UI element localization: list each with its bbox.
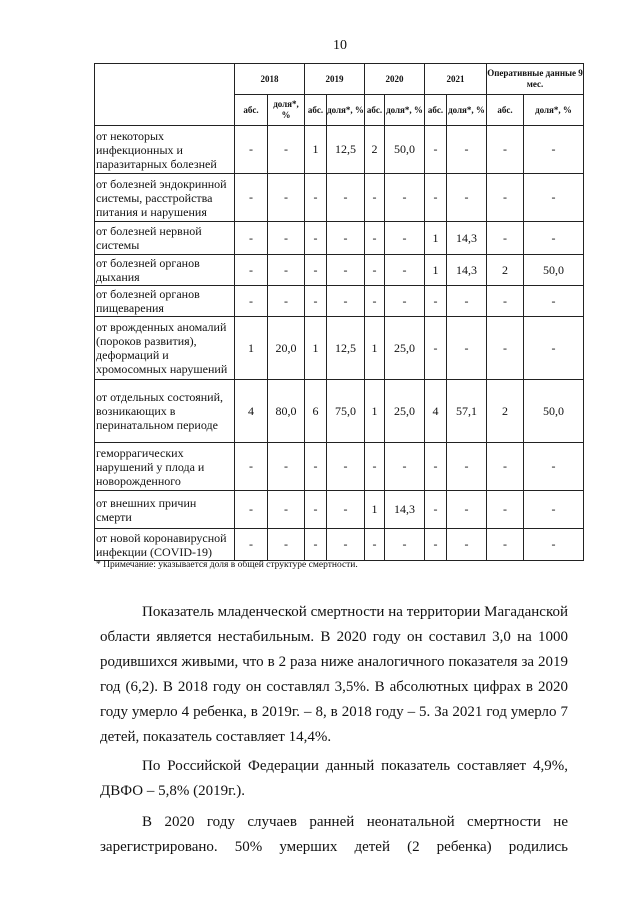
abs-value-cell: - (305, 174, 327, 222)
share-value-cell: - (447, 491, 487, 529)
share-header: доля*, % (385, 95, 425, 126)
abs-value-cell: 4 (235, 380, 268, 443)
share-value-cell: 75,0 (327, 380, 365, 443)
share-value-cell: 14,3 (385, 491, 425, 529)
table-row (95, 491, 584, 529)
abs-value-cell: 2 (487, 255, 524, 286)
share-value-cell: - (524, 286, 584, 317)
row-label: от болезней эндокринной системы, расстройства питания и нарушения (95, 174, 235, 222)
share-value-cell: - (268, 174, 305, 222)
table-row (95, 529, 584, 561)
abs-value-cell: - (425, 529, 447, 561)
abs-value-cell: - (425, 443, 447, 491)
share-value-cell: - (327, 286, 365, 317)
abs-value-cell: 2 (365, 126, 385, 174)
share-value-cell: 20,0 (268, 317, 305, 380)
share-value-cell: - (268, 529, 305, 561)
abs-value-cell: - (487, 126, 524, 174)
share-value-cell: - (385, 286, 425, 317)
abs-value-cell: - (487, 529, 524, 561)
share-header: доля*, % (524, 95, 584, 126)
share-value-cell: - (385, 443, 425, 491)
share-value-cell: - (327, 255, 365, 286)
abs-value-cell: - (235, 491, 268, 529)
abs-value-cell: - (365, 443, 385, 491)
abs-value-cell: - (487, 286, 524, 317)
abs-value-cell: - (235, 126, 268, 174)
abs-value-cell: 2 (487, 380, 524, 443)
abs-value-cell: - (487, 317, 524, 380)
share-value-cell: - (268, 491, 305, 529)
paragraph: В 2020 году случаев ранней неонатальной смертности не зарегистрировано. 50% умерших детей (2 ребенка) родились (100, 814, 568, 855)
share-header: доля*, % (268, 95, 305, 126)
abs-header: абс. (487, 95, 524, 126)
year-header: 2018 (235, 64, 305, 95)
corner-cell (95, 64, 235, 126)
share-value-cell: - (268, 255, 305, 286)
share-value-cell: - (327, 491, 365, 529)
share-value-cell: - (327, 443, 365, 491)
abs-value-cell: - (235, 286, 268, 317)
table-row (95, 317, 584, 380)
share-value-cell: 14,3 (447, 222, 487, 255)
abs-value-cell: 4 (425, 380, 447, 443)
abs-value-cell: - (305, 286, 327, 317)
share-value-cell: 50,0 (524, 255, 584, 286)
row-label: от болезней нервной системы (95, 222, 235, 255)
abs-value-cell: 1 (305, 126, 327, 174)
row-label: от некоторых инфекционных и паразитарных болезней (95, 126, 235, 174)
share-value-cell: - (327, 222, 365, 255)
share-value-cell: 25,0 (385, 317, 425, 380)
year-header: Оперативные данные 9 мес. (487, 64, 584, 95)
mortality-table (94, 63, 584, 561)
abs-value-cell: - (305, 255, 327, 286)
share-value-cell: 12,5 (327, 317, 365, 380)
share-value-cell: 14,3 (447, 255, 487, 286)
abs-value-cell: - (487, 222, 524, 255)
table-footnote: * Примечание: указывается доля в общей структуре смертности. (96, 560, 358, 570)
abs-value-cell: - (305, 529, 327, 561)
abs-header: абс. (305, 95, 327, 126)
abs-value-cell: 1 (365, 491, 385, 529)
abs-value-cell: - (425, 174, 447, 222)
year-header: 2019 (305, 64, 365, 95)
abs-value-cell: 1 (425, 255, 447, 286)
share-value-cell: - (447, 174, 487, 222)
abs-value-cell: - (305, 491, 327, 529)
share-value-cell: - (447, 286, 487, 317)
abs-value-cell: - (487, 443, 524, 491)
table-row (95, 286, 584, 317)
table-row (95, 126, 584, 174)
share-value-cell: - (524, 443, 584, 491)
table-row (95, 222, 584, 255)
row-label: от внешних причин смерти (95, 491, 235, 529)
share-value-cell: - (447, 443, 487, 491)
share-value-cell: - (385, 255, 425, 286)
share-value-cell: - (524, 491, 584, 529)
share-value-cell: 25,0 (385, 380, 425, 443)
abs-value-cell: - (365, 529, 385, 561)
abs-value-cell: - (235, 529, 268, 561)
share-value-cell: - (385, 529, 425, 561)
row-label: от болезней органов пищеварения (95, 286, 235, 317)
abs-value-cell: - (425, 126, 447, 174)
abs-header: абс. (425, 95, 447, 126)
row-label: от болезней органов дыхания (95, 255, 235, 286)
abs-value-cell: 1 (305, 317, 327, 380)
abs-value-cell: - (365, 286, 385, 317)
abs-header: абс. (235, 95, 268, 126)
row-label: от отдельных состояний, возникающих в перинатальном периоде (95, 380, 235, 443)
share-value-cell: 50,0 (524, 380, 584, 443)
row-label: от врожденных аномалий (пороков развития), деформаций и хромосомных нарушений (95, 317, 235, 380)
abs-value-cell: - (425, 317, 447, 380)
table-row (95, 174, 584, 222)
share-value-cell: 57,1 (447, 380, 487, 443)
abs-value-cell: - (235, 222, 268, 255)
abs-value-cell: - (365, 255, 385, 286)
share-value-cell: - (447, 317, 487, 380)
share-value-cell: - (524, 529, 584, 561)
abs-value-cell: 1 (365, 317, 385, 380)
abs-value-cell: - (487, 174, 524, 222)
share-value-cell: - (524, 317, 584, 380)
table-row (95, 255, 584, 286)
share-header: доля*, % (327, 95, 365, 126)
abs-value-cell: - (425, 491, 447, 529)
table-header-years (95, 64, 584, 95)
share-value-cell: - (327, 174, 365, 222)
abs-value-cell: 1 (235, 317, 268, 380)
share-value-cell: - (268, 443, 305, 491)
share-header: доля*, % (447, 95, 487, 126)
paragraph: По Российской Федерации данный показатель составляет 4,9%, ДВФО – 5,8% (2019г.). (100, 758, 568, 799)
abs-value-cell: - (365, 174, 385, 222)
share-value-cell: 50,0 (385, 126, 425, 174)
abs-value-cell: - (235, 255, 268, 286)
abs-value-cell: 6 (305, 380, 327, 443)
share-value-cell: - (385, 174, 425, 222)
share-value-cell: - (268, 286, 305, 317)
abs-value-cell: - (235, 443, 268, 491)
paragraph: Показатель младенческой смертности на территории Магаданской области является нестабильным. В 2020 году он составил 3,0 на 1000 родившихся живыми, что в 2 раза ниже аналогичного показателя за 2019 год (6,2). В 2018 году он составлял 3,5%. В абсолютных цифрах в 2020 году умерло 4 ребенка, в 2019г. – 8, в 2018 году – 5. За 2021 год умерло 7 детей, показатель составляет 14,4%. (100, 604, 568, 745)
share-value-cell: - (524, 174, 584, 222)
share-value-cell: - (447, 126, 487, 174)
row-label: геморрагических нарушений у плода и новорожденного (95, 443, 235, 491)
abs-header: абс. (365, 95, 385, 126)
row-label: от новой коронавирусной инфекции (COVID-19) (95, 529, 235, 561)
abs-value-cell: 1 (365, 380, 385, 443)
abs-value-cell: - (365, 222, 385, 255)
share-value-cell: - (447, 529, 487, 561)
abs-value-cell: - (425, 286, 447, 317)
share-value-cell: - (385, 222, 425, 255)
abs-value-cell: 1 (425, 222, 447, 255)
year-header: 2021 (425, 64, 487, 95)
share-value-cell: - (268, 126, 305, 174)
share-value-cell: 80,0 (268, 380, 305, 443)
abs-value-cell: - (305, 443, 327, 491)
table-row (95, 380, 584, 443)
abs-value-cell: - (305, 222, 327, 255)
page-number: 10 (333, 38, 347, 53)
abs-value-cell: - (487, 491, 524, 529)
abs-value-cell: - (235, 174, 268, 222)
share-value-cell: - (524, 222, 584, 255)
table-row (95, 443, 584, 491)
year-header: 2020 (365, 64, 425, 95)
share-value-cell: 12,5 (327, 126, 365, 174)
share-value-cell: - (268, 222, 305, 255)
share-value-cell: - (327, 529, 365, 561)
share-value-cell: - (524, 126, 584, 174)
